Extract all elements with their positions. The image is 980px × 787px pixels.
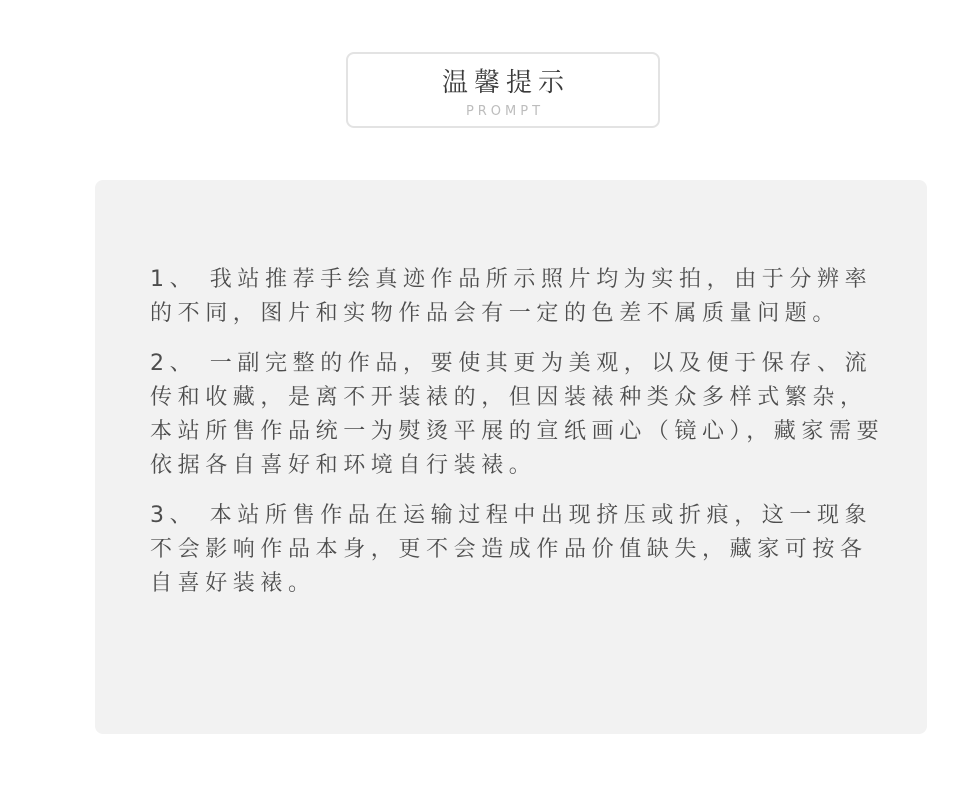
notice-panel <box>95 180 927 734</box>
notice-list <box>150 263 895 617</box>
notice-item-2: 2、 一副完整的作品，要使其更为美观，以及便于保存、流传和收藏，是离不开装裱的，但因装裱种类众多样式繁杂，本站所售作品统一为熨烫平展的宣纸画心（镜心），藏家需要依据各自喜好和环境自行装裱。 <box>150 351 885 478</box>
page-subtitle: PROMPT <box>465 104 545 119</box>
notice-item-1: 1、 我站推荐手绘真迹作品所示照片均为实拍，由于分辨率的不同，图片和实物作品会有一定的色差不属质量问题。 <box>150 267 873 326</box>
notice-item-3: 3、 本站所售作品在运输过程中出现挤压或折痕，这一现象不会影响作品本身，更不会造成作品价值缺失，藏家可按各自喜好装裱。 <box>150 503 873 596</box>
title-box <box>346 52 660 128</box>
page-title: 温馨提示 <box>441 68 570 98</box>
